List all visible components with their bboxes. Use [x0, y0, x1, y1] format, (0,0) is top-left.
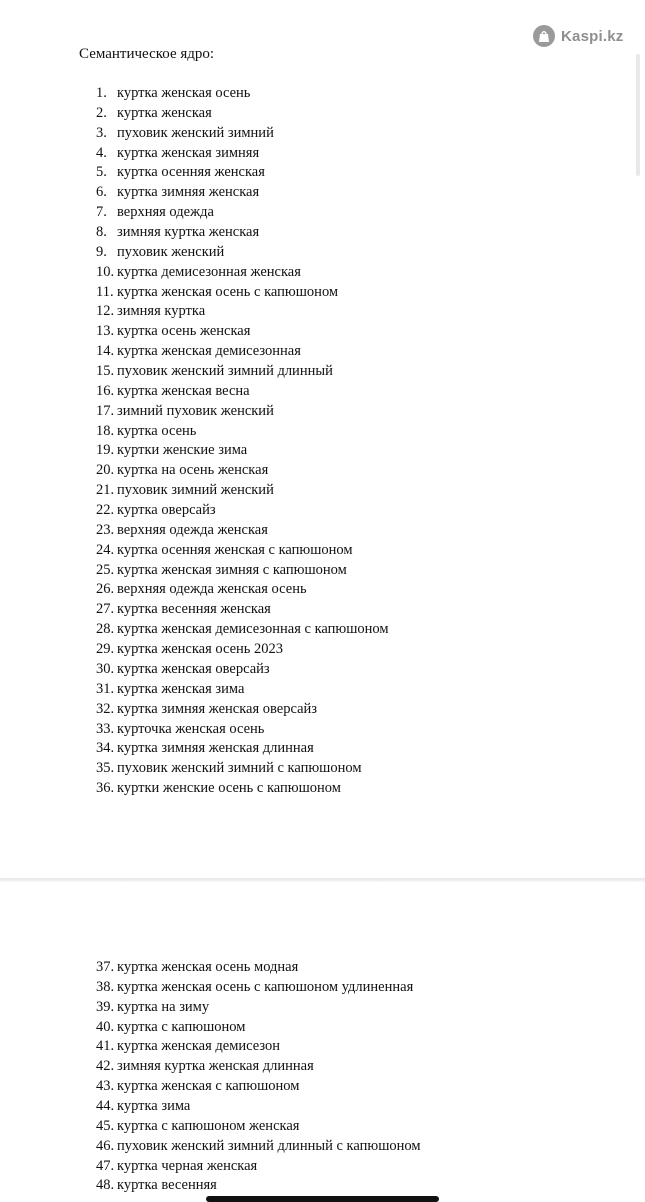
- list-item-text: пуховик женский зимний длинный: [117, 363, 333, 380]
- list-item-text: пуховик женский зимний с капюшоном: [117, 760, 362, 777]
- list-item-number: 32.: [96, 700, 115, 717]
- list-item-number: 35.: [96, 760, 115, 777]
- list-item-number: 42.: [96, 1058, 115, 1075]
- list-item-number: 46.: [96, 1137, 115, 1154]
- list-item-text: куртка женская зимняя с капюшоном: [117, 561, 347, 578]
- list-item-text: курточка женская осень: [117, 720, 265, 737]
- list-item-number: 28.: [96, 621, 115, 638]
- home-indicator[interactable]: [206, 1196, 439, 1202]
- list-item-number: 3.: [96, 124, 107, 141]
- list-item-number: 11.: [96, 283, 114, 300]
- list-item-text: куртка женская осень с капюшоном удлиненная: [117, 978, 414, 995]
- list-item-number: 23.: [96, 521, 115, 538]
- list-item-number: 9.: [96, 243, 107, 260]
- list-item-number: 1.: [96, 85, 107, 101]
- list-item-text: зимняя куртка: [117, 303, 206, 320]
- list-item-number: 25.: [96, 561, 115, 578]
- list-item-text: куртки женские зима: [117, 442, 248, 459]
- list-item-text: куртка осенняя женская: [117, 164, 265, 181]
- list-item-number: 2.: [96, 104, 107, 121]
- list-item-text: куртка осенняя женская с капюшоном: [117, 541, 353, 558]
- list-item-number: 21.: [96, 482, 115, 499]
- list-item-number: 16.: [96, 382, 115, 399]
- list-item-text: куртка женская осень с капюшоном: [117, 283, 339, 300]
- list-item-number: 37.: [96, 959, 115, 975]
- list-item-text: куртка женская с капюшоном: [117, 1078, 300, 1095]
- list-item-text: куртка весенняя: [117, 1177, 217, 1194]
- list-item-text: пуховик зимний женский: [117, 482, 274, 499]
- list-item-number: 18.: [96, 422, 115, 439]
- list-item-text: куртки женские осень с капюшоном: [117, 780, 341, 797]
- list-item-number: 38.: [96, 978, 115, 995]
- list-item-text: куртка женская осень: [117, 85, 251, 101]
- list-item-text: куртка зима: [117, 1098, 191, 1115]
- list-item-text: зимняя куртка женская длинная: [117, 1058, 314, 1075]
- list-item-number: 27.: [96, 601, 115, 618]
- list-item-number: 6.: [96, 184, 107, 201]
- kaspi-logo-icon: [533, 25, 555, 47]
- list-item-text: куртка зимняя женская длинная: [117, 740, 314, 757]
- list-item-number: 14.: [96, 343, 115, 360]
- list-item-text: верхняя одежда: [117, 204, 214, 221]
- list-item-text: куртка весенняя женская: [117, 601, 271, 618]
- list-item-number: 13.: [96, 323, 115, 340]
- list-item-number: 43.: [96, 1078, 115, 1095]
- document-page-2: [0, 882, 645, 1200]
- kaspi-logo-text: Kaspi.kz: [561, 27, 624, 45]
- list-item-text: пуховик женский зимний: [117, 124, 274, 141]
- list-item-text: куртка женская осень модная: [117, 959, 299, 975]
- list-item-text: куртка женская весна: [117, 382, 250, 399]
- list-item-text: верхняя одежда женская осень: [117, 581, 307, 598]
- scrollbar[interactable]: [636, 54, 640, 176]
- list-item-text: куртка на осень женская: [117, 462, 269, 479]
- kaspi-bag-icon: [537, 29, 551, 43]
- list-item-number: 24.: [96, 541, 115, 558]
- list-item-text: куртка женская демисезон: [117, 1038, 281, 1055]
- list-item-text: куртка женская: [117, 104, 212, 121]
- list-item-number: 19.: [96, 442, 115, 459]
- list-item-number: 12.: [96, 303, 115, 320]
- list-item-text: куртка женская зима: [117, 680, 245, 697]
- list-item-text: куртка демисезонная женская: [117, 263, 301, 280]
- list-item-number: 20.: [96, 462, 115, 479]
- list-item-text: пуховик женский: [117, 243, 225, 260]
- list-item-number: 26.: [96, 581, 115, 598]
- list-item-text: куртка женская демисезонная с капюшоном: [117, 621, 389, 638]
- list-item-number: 10.: [96, 263, 115, 280]
- list-item-number: 47.: [96, 1157, 115, 1174]
- list-item-text: куртка осень женская: [117, 323, 251, 340]
- list-item-text: зимний пуховик женский: [117, 402, 274, 419]
- list-item-number: 8.: [96, 224, 107, 241]
- list-item-number: 15.: [96, 363, 115, 380]
- list-item-text: верхняя одежда женская: [117, 521, 268, 538]
- list-item-text: куртка осень: [117, 422, 197, 439]
- list-item-number: 22.: [96, 502, 115, 519]
- list-item-text: куртка с капюшоном: [117, 1018, 246, 1035]
- list-item-number: 40.: [96, 1018, 115, 1035]
- list-item-number: 34.: [96, 740, 115, 757]
- list-item-number: 48.: [96, 1177, 115, 1194]
- list-item-number: 36.: [96, 780, 115, 797]
- list-item-number: 30.: [96, 660, 115, 677]
- list-item-text: куртка черная женская: [117, 1157, 258, 1174]
- list-item-text: куртка женская осень 2023: [117, 641, 284, 658]
- list-item-number: 29.: [96, 641, 115, 658]
- list-item-text: пуховик женский зимний длинный с капюшоном: [117, 1137, 421, 1154]
- list-item-number: 33.: [96, 720, 115, 737]
- page-title: Семантическое ядро:: [79, 46, 215, 62]
- list-item-number: 17.: [96, 402, 115, 419]
- list-item-text: куртка оверсайз: [117, 502, 216, 519]
- list-item-number: 4.: [96, 144, 107, 161]
- kaspi-logo: [533, 24, 623, 48]
- list-item-text: куртка женская оверсайз: [117, 660, 270, 677]
- list-item-number: 39.: [96, 998, 115, 1015]
- list-item-text: куртка женская зимняя: [117, 144, 260, 161]
- list-item-number: 45.: [96, 1117, 115, 1134]
- list-item-text: куртка зимняя женская оверсайз: [117, 700, 318, 717]
- list-item-text: куртка с капюшоном женская: [117, 1117, 300, 1134]
- list-item-text: куртка на зиму: [117, 998, 210, 1015]
- list-item-number: 44.: [96, 1098, 115, 1115]
- list-item-number: 5.: [96, 164, 107, 181]
- list-item-number: 31.: [96, 680, 115, 697]
- list-item-number: 41.: [96, 1038, 115, 1055]
- list-item-number: 7.: [96, 204, 107, 221]
- list-item-text: зимняя куртка женская: [117, 224, 260, 241]
- list-item-text: куртка зимняя женская: [117, 184, 260, 201]
- list-item-text: куртка женская демисезонная: [117, 343, 301, 360]
